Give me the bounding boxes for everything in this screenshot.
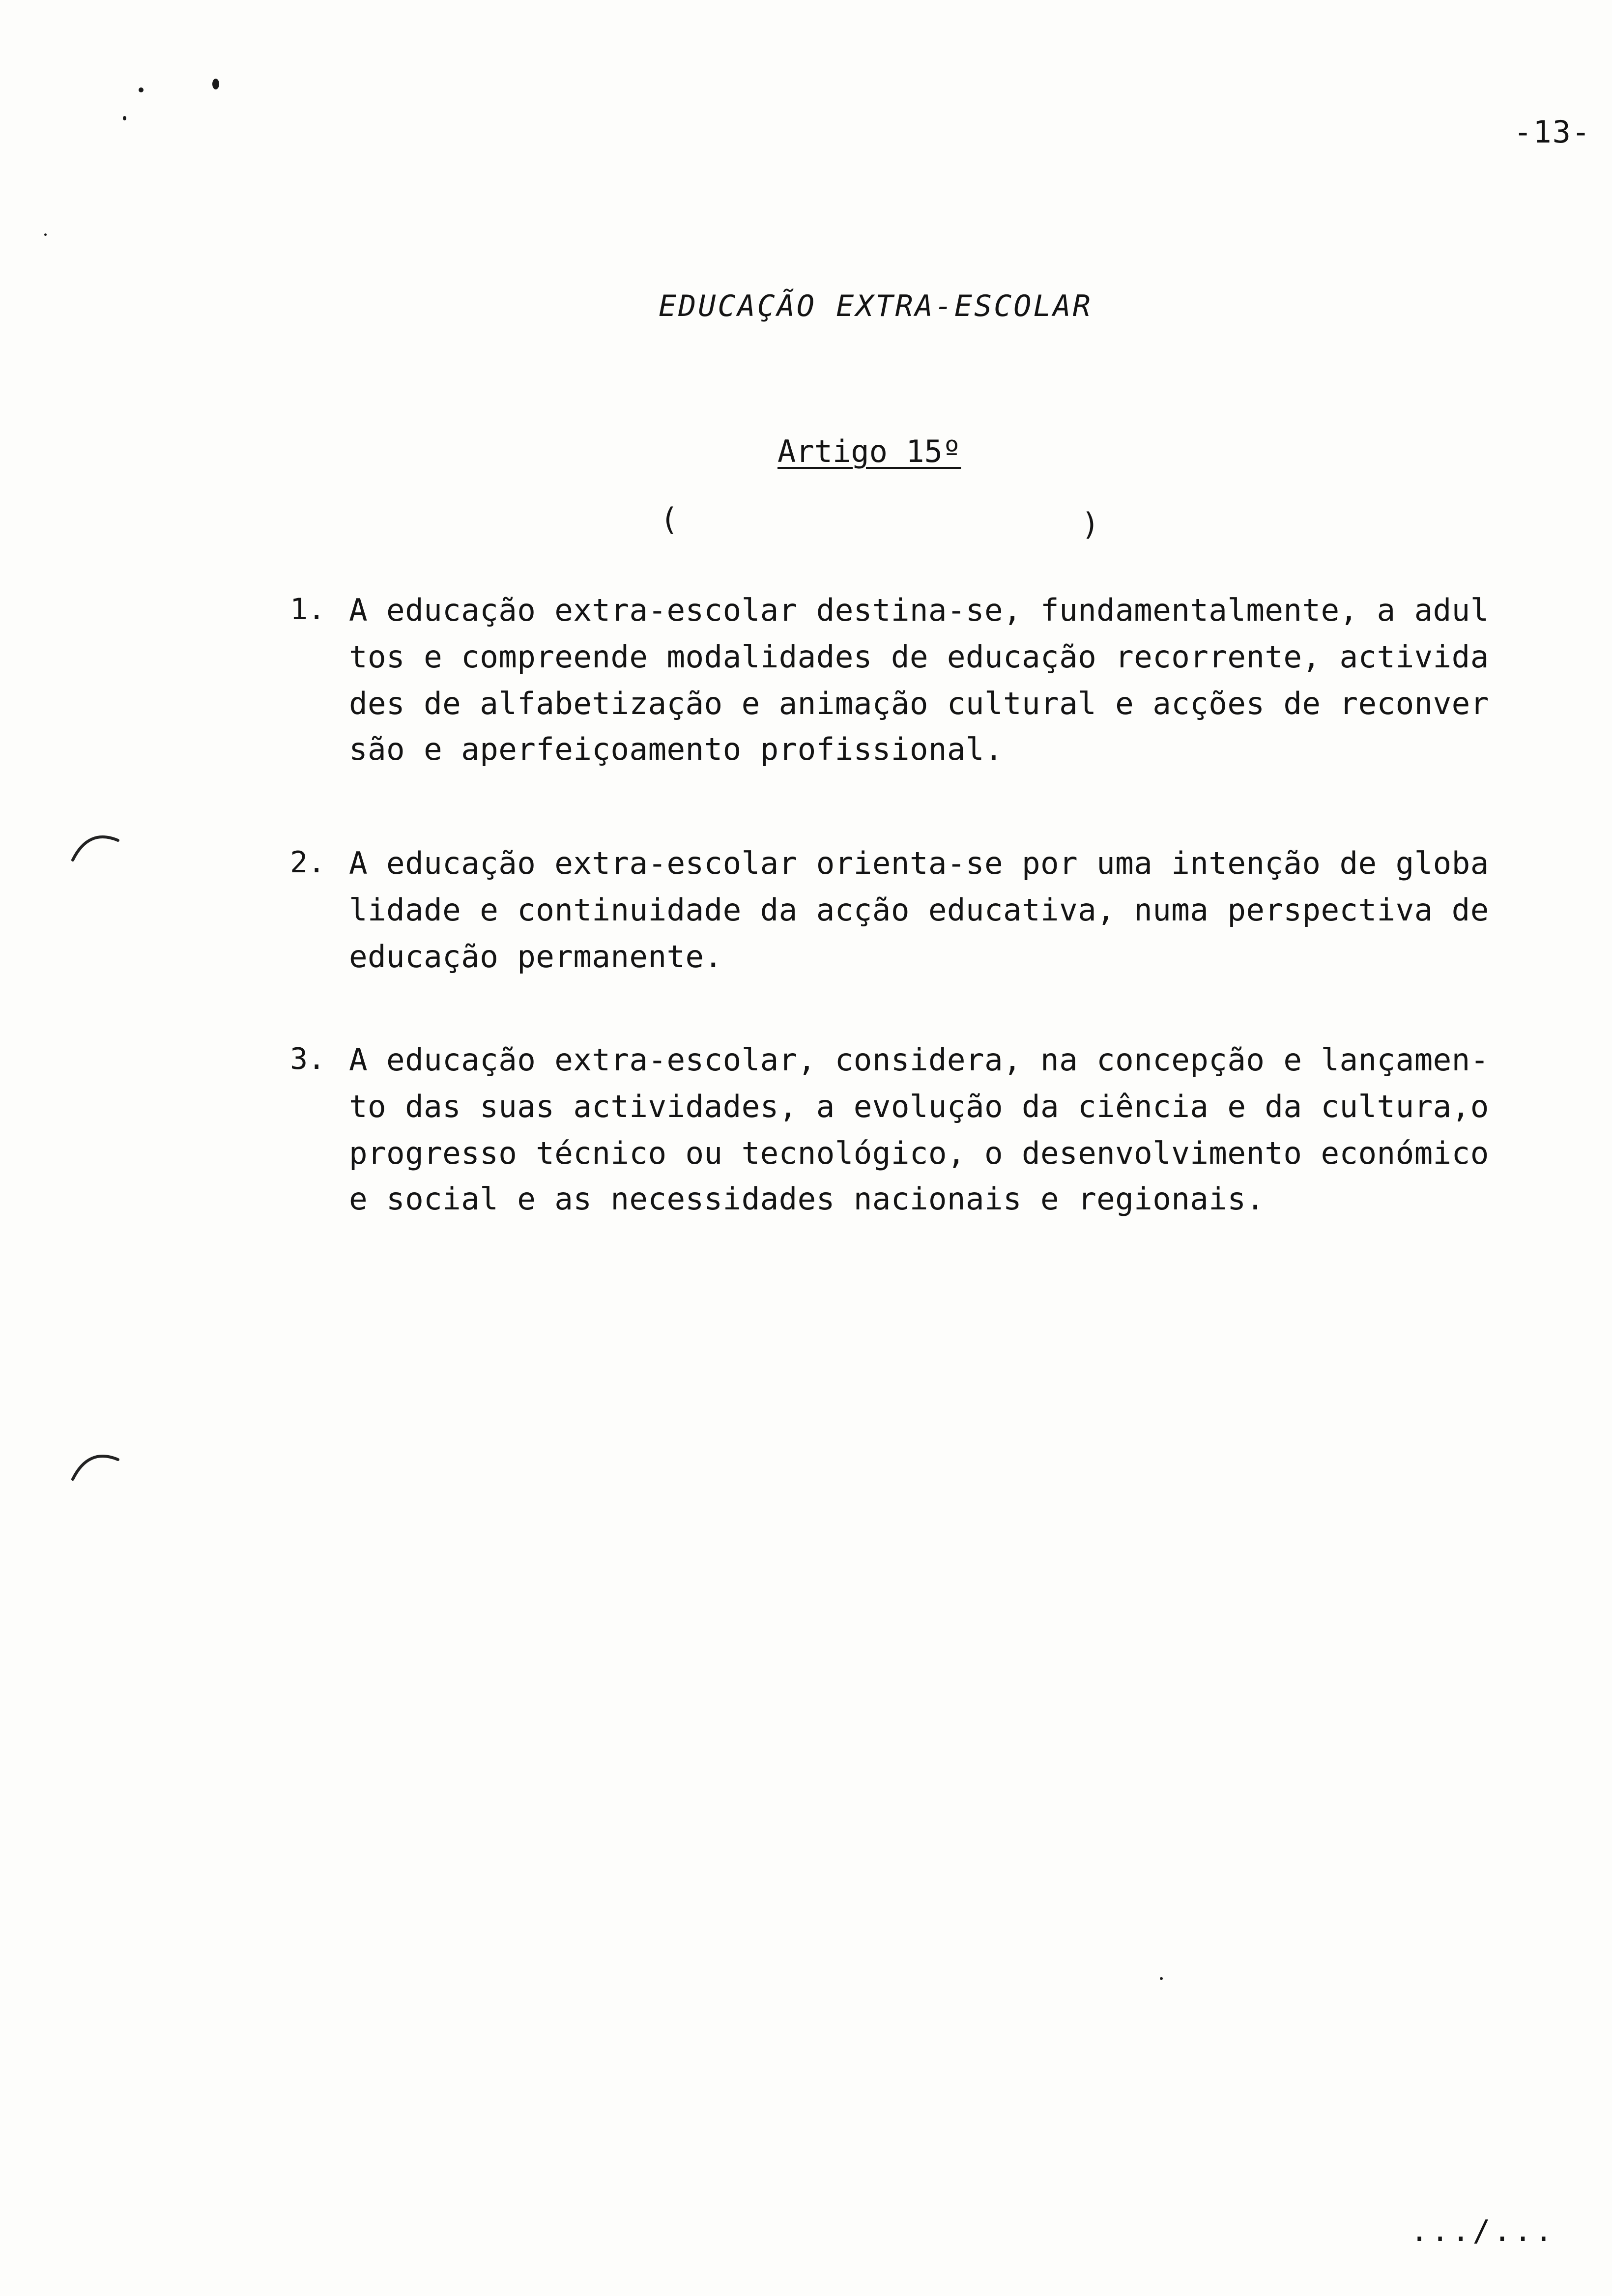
paragraph-line: A educação extra-escolar destina-se, fundamentalmente, a adul bbox=[349, 592, 1489, 628]
paragraph-line: e social e as necessidades nacionais e regionais. bbox=[349, 1181, 1265, 1217]
paragraph-line: tos e compreende modalidades de educação recorrente, activida bbox=[349, 639, 1489, 675]
paragraph-line: progresso técnico ou tecnológico, o desenvolvimento económico bbox=[349, 1135, 1489, 1171]
paragraph-line: educação permanente. bbox=[349, 939, 723, 975]
paragraph-number: 1. bbox=[290, 592, 326, 627]
paragraph-line: A educação extra-escolar orienta-se por uma intenção de globa bbox=[349, 845, 1489, 881]
paragraph-number: 2. bbox=[290, 845, 326, 880]
continuation-marker: .../... bbox=[1410, 2214, 1555, 2248]
paragraph-number: 3. bbox=[290, 1042, 326, 1076]
paragraph-line: A educação extra-escolar, considera, na concepção e lançamen- bbox=[349, 1042, 1489, 1078]
section-heading: EDUCAÇÃO EXTRA-ESCOLAR bbox=[659, 289, 1093, 323]
article-paren-close: ) bbox=[1081, 506, 1100, 542]
paragraph-line: são e aperfeiçoamento profissional. bbox=[349, 731, 1003, 767]
article-paren-open: ( bbox=[660, 501, 679, 537]
paragraph-line: des de alfabetização e animação cultural e acções de reconver bbox=[349, 686, 1489, 721]
punch-hole-arc bbox=[69, 1445, 123, 1484]
paragraph-line: lidade e continuidade da acção educativa, numa perspectiva de bbox=[349, 892, 1489, 928]
speck-mark bbox=[123, 116, 126, 120]
speck-mark bbox=[212, 79, 219, 89]
speck-mark bbox=[139, 87, 144, 92]
speck-mark bbox=[1160, 1977, 1163, 1980]
paragraph-line: to das suas actividades, a evolução da ciência e da cultura,o bbox=[349, 1089, 1489, 1124]
article-title: Artigo 15º bbox=[777, 433, 961, 469]
page-number: -13- bbox=[1514, 114, 1591, 150]
punch-hole-arc bbox=[69, 826, 123, 865]
speck-mark bbox=[44, 233, 47, 236]
